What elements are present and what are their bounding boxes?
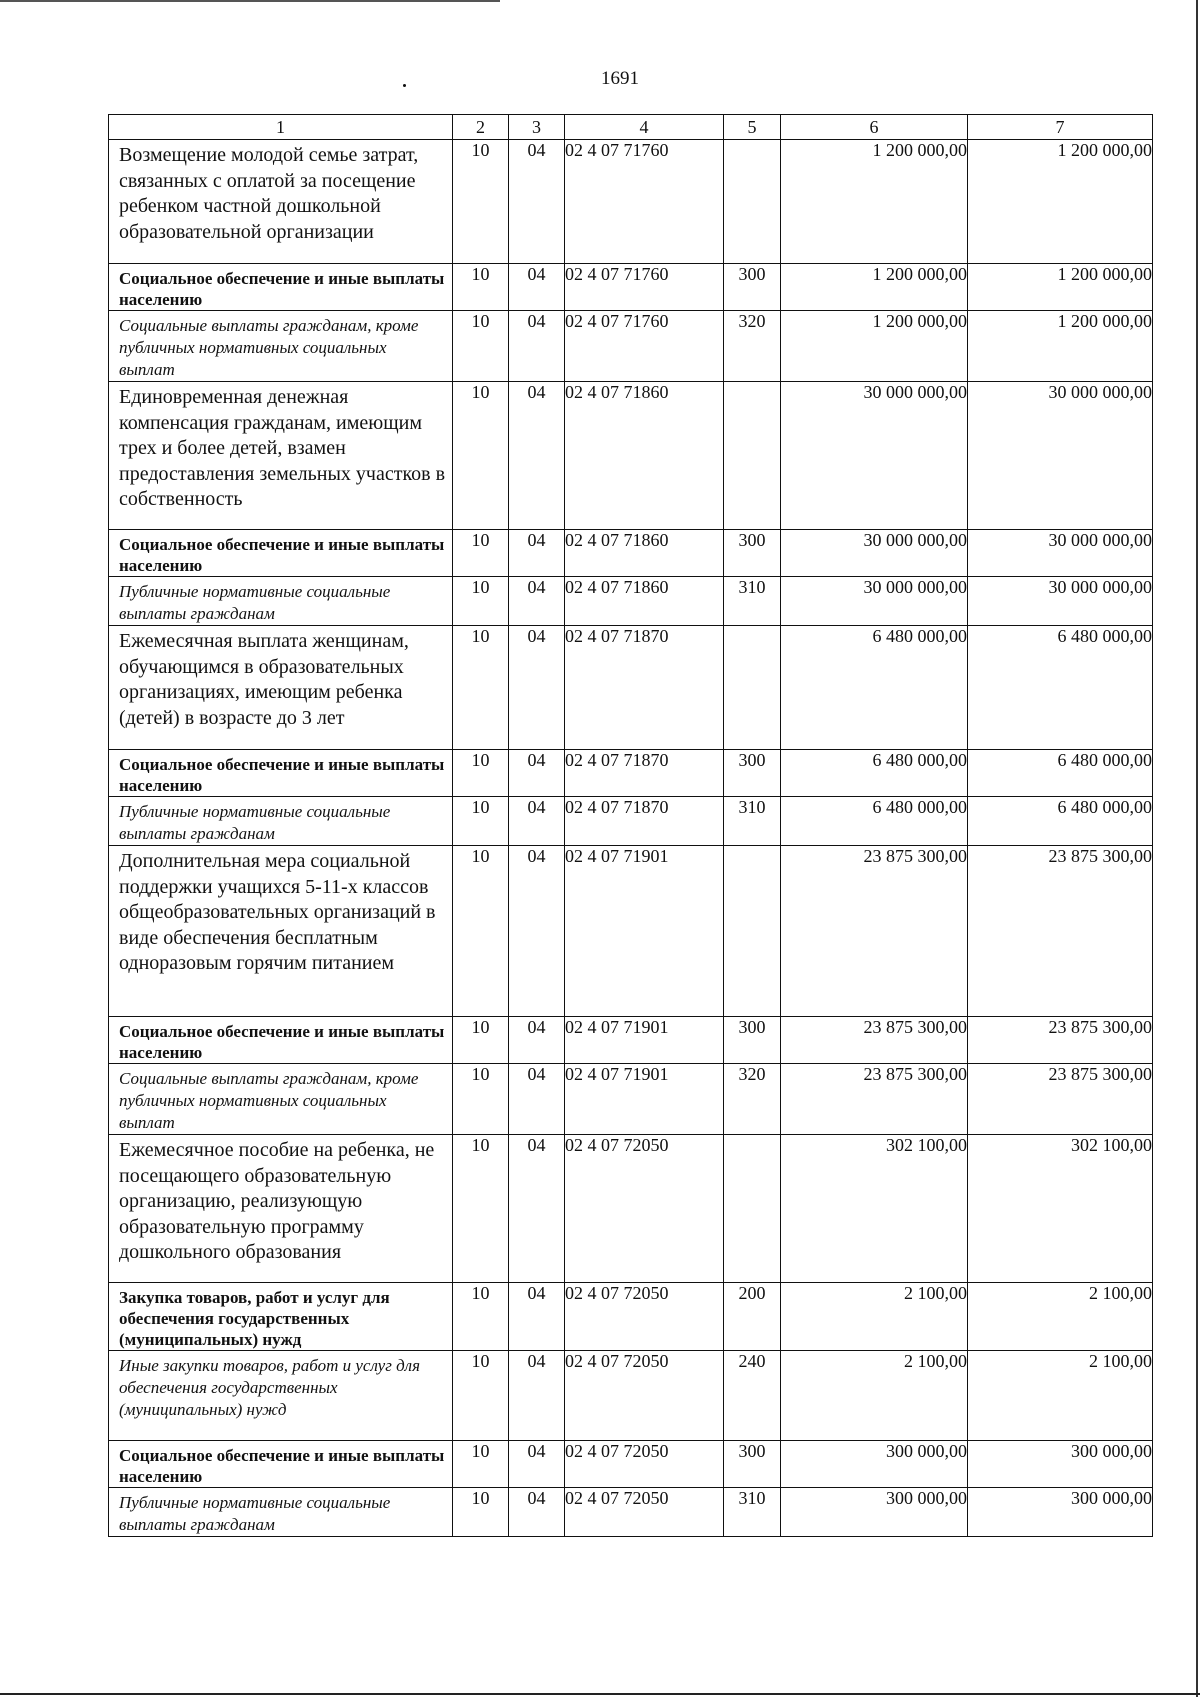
row-target-article: 02 4 07 72050 xyxy=(565,1441,724,1488)
row-section: 10 xyxy=(453,577,509,626)
row-amount-2: 300 000,00 xyxy=(968,1441,1153,1488)
row-amount-2: 23 875 300,00 xyxy=(968,1064,1153,1135)
table-row xyxy=(109,750,1153,797)
row-expense-type: 300 xyxy=(724,750,781,797)
table-row xyxy=(109,1351,1153,1441)
scan-speck xyxy=(403,84,406,87)
row-expense-type xyxy=(724,382,781,530)
row-amount-1: 300 000,00 xyxy=(781,1488,968,1537)
row-amount-1: 23 875 300,00 xyxy=(781,846,968,1017)
row-target-article: 02 4 07 72050 xyxy=(565,1488,724,1537)
row-expense-type: 240 xyxy=(724,1351,781,1441)
row-subsection: 04 xyxy=(509,846,565,1017)
header-row xyxy=(109,115,1153,140)
table-row xyxy=(109,626,1153,750)
row-target-article: 02 4 07 71760 xyxy=(565,140,724,264)
table-header xyxy=(109,115,1153,140)
row-subsection: 04 xyxy=(509,626,565,750)
row-name: Возмещение молодой семье затрат, связанных с оплатой за посещение ребенком частной дошкольной образовательной организации xyxy=(109,140,453,264)
row-subsection: 04 xyxy=(509,1064,565,1135)
row-amount-2: 2 100,00 xyxy=(968,1351,1153,1441)
row-target-article: 02 4 07 71870 xyxy=(565,797,724,846)
row-target-article: 02 4 07 71901 xyxy=(565,1017,724,1064)
row-name: Социальные выплаты гражданам, кроме публичных нормативных социальных выплат xyxy=(109,311,453,382)
header-col-2: 2 xyxy=(453,115,509,140)
row-amount-1: 2 100,00 xyxy=(781,1283,968,1351)
row-subsection: 04 xyxy=(509,750,565,797)
row-target-article: 02 4 07 71870 xyxy=(565,626,724,750)
page-number: 1691 xyxy=(601,68,639,89)
row-subsection: 04 xyxy=(509,382,565,530)
row-expense-type: 320 xyxy=(724,1064,781,1135)
row-subsection: 04 xyxy=(509,577,565,626)
row-subsection: 04 xyxy=(509,140,565,264)
row-subsection: 04 xyxy=(509,1017,565,1064)
row-section: 10 xyxy=(453,797,509,846)
row-subsection: 04 xyxy=(509,530,565,577)
row-target-article: 02 4 07 71760 xyxy=(565,311,724,382)
row-amount-1: 1 200 000,00 xyxy=(781,140,968,264)
row-amount-2: 2 100,00 xyxy=(968,1283,1153,1351)
row-section: 10 xyxy=(453,1135,509,1283)
row-name: Закупка товаров, работ и услуг для обеспечения государственных (муниципальных) нужд xyxy=(109,1283,453,1351)
row-subsection: 04 xyxy=(509,1351,565,1441)
row-expense-type: 310 xyxy=(724,797,781,846)
table-row xyxy=(109,382,1153,530)
row-name: Социальное обеспечение и иные выплаты населению xyxy=(109,1441,453,1488)
header-col-6: 6 xyxy=(781,115,968,140)
row-amount-2: 302 100,00 xyxy=(968,1135,1153,1283)
row-amount-2: 1 200 000,00 xyxy=(968,311,1153,382)
table-row xyxy=(109,1064,1153,1135)
row-section: 10 xyxy=(453,382,509,530)
row-amount-2: 300 000,00 xyxy=(968,1488,1153,1537)
row-target-article: 02 4 07 72050 xyxy=(565,1135,724,1283)
row-section: 10 xyxy=(453,530,509,577)
row-amount-1: 23 875 300,00 xyxy=(781,1017,968,1064)
row-expense-type xyxy=(724,140,781,264)
row-amount-1: 6 480 000,00 xyxy=(781,750,968,797)
row-target-article: 02 4 07 72050 xyxy=(565,1351,724,1441)
row-name: Публичные нормативные социальные выплаты гражданам xyxy=(109,577,453,626)
row-expense-type: 310 xyxy=(724,577,781,626)
row-name: Социальное обеспечение и иные выплаты населению xyxy=(109,530,453,577)
row-amount-1: 2 100,00 xyxy=(781,1351,968,1441)
row-section: 10 xyxy=(453,750,509,797)
row-name: Ежемесячная выплата женщинам, обучающимся в образовательных организациях, имеющим ребенка (детей) в возрасте до 3 лет xyxy=(109,626,453,750)
row-subsection: 04 xyxy=(509,1135,565,1283)
row-section: 10 xyxy=(453,626,509,750)
budget-table xyxy=(108,114,1153,1537)
scan-edge-top xyxy=(0,0,500,2)
scan-edge-right xyxy=(1196,0,1198,1697)
row-amount-2: 6 480 000,00 xyxy=(968,750,1153,797)
row-name: Публичные нормативные социальные выплаты гражданам xyxy=(109,797,453,846)
row-subsection: 04 xyxy=(509,1283,565,1351)
row-name: Публичные нормативные социальные выплаты гражданам xyxy=(109,1488,453,1537)
scan-edge-bottom xyxy=(0,1693,1200,1695)
row-expense-type: 300 xyxy=(724,1441,781,1488)
row-amount-1: 30 000 000,00 xyxy=(781,530,968,577)
row-section: 10 xyxy=(453,1017,509,1064)
row-subsection: 04 xyxy=(509,797,565,846)
row-amount-1: 30 000 000,00 xyxy=(781,382,968,530)
row-target-article: 02 4 07 71860 xyxy=(565,577,724,626)
row-amount-2: 30 000 000,00 xyxy=(968,382,1153,530)
row-target-article: 02 4 07 72050 xyxy=(565,1283,724,1351)
row-name: Социальные выплаты гражданам, кроме публичных нормативных социальных выплат xyxy=(109,1064,453,1135)
row-section: 10 xyxy=(453,1064,509,1135)
row-amount-2: 30 000 000,00 xyxy=(968,530,1153,577)
table-row xyxy=(109,1283,1153,1351)
header-col-4: 4 xyxy=(565,115,724,140)
row-amount-2: 23 875 300,00 xyxy=(968,1017,1153,1064)
table-row xyxy=(109,530,1153,577)
row-section: 10 xyxy=(453,1488,509,1537)
row-name: Социальное обеспечение и иные выплаты населению xyxy=(109,264,453,311)
row-amount-2: 30 000 000,00 xyxy=(968,577,1153,626)
row-target-article: 02 4 07 71870 xyxy=(565,750,724,797)
row-section: 10 xyxy=(453,1283,509,1351)
row-subsection: 04 xyxy=(509,1441,565,1488)
row-subsection: 04 xyxy=(509,264,565,311)
row-amount-2: 1 200 000,00 xyxy=(968,264,1153,311)
row-target-article: 02 4 07 71760 xyxy=(565,264,724,311)
row-amount-2: 6 480 000,00 xyxy=(968,626,1153,750)
row-amount-1: 300 000,00 xyxy=(781,1441,968,1488)
table-row xyxy=(109,1135,1153,1283)
table-row xyxy=(109,1017,1153,1064)
row-amount-1: 30 000 000,00 xyxy=(781,577,968,626)
row-name: Единовременная денежная компенсация гражданам, имеющим трех и более детей, взамен предоставления земельных участков в собственность xyxy=(109,382,453,530)
row-amount-2: 6 480 000,00 xyxy=(968,797,1153,846)
row-section: 10 xyxy=(453,1351,509,1441)
row-expense-type: 320 xyxy=(724,311,781,382)
row-section: 10 xyxy=(453,264,509,311)
table-row xyxy=(109,846,1153,1017)
row-section: 10 xyxy=(453,140,509,264)
table-row xyxy=(109,1441,1153,1488)
row-amount-1: 6 480 000,00 xyxy=(781,626,968,750)
row-subsection: 04 xyxy=(509,1488,565,1537)
header-col-1: 1 xyxy=(109,115,453,140)
row-name: Ежемесячное пособие на ребенка, не посещающего образовательную организацию, реализующую образовательную программу дошкольного образования xyxy=(109,1135,453,1283)
table-body xyxy=(109,140,1153,1537)
row-amount-2: 1 200 000,00 xyxy=(968,140,1153,264)
row-name: Социальное обеспечение и иные выплаты населению xyxy=(109,1017,453,1064)
row-amount-1: 6 480 000,00 xyxy=(781,797,968,846)
row-expense-type: 310 xyxy=(724,1488,781,1537)
row-amount-1: 1 200 000,00 xyxy=(781,311,968,382)
row-amount-2: 23 875 300,00 xyxy=(968,846,1153,1017)
row-expense-type xyxy=(724,1135,781,1283)
row-expense-type xyxy=(724,846,781,1017)
row-amount-1: 1 200 000,00 xyxy=(781,264,968,311)
header-col-7: 7 xyxy=(968,115,1153,140)
header-col-3: 3 xyxy=(509,115,565,140)
table-row xyxy=(109,264,1153,311)
row-expense-type xyxy=(724,626,781,750)
row-target-article: 02 4 07 71860 xyxy=(565,530,724,577)
header-col-5: 5 xyxy=(724,115,781,140)
row-subsection: 04 xyxy=(509,311,565,382)
row-section: 10 xyxy=(453,846,509,1017)
row-name: Дополнительная мера социальной поддержки учащихся 5-11-х классов общеобразовательных организаций в виде обеспечения бесплатным одноразовым горячим питанием xyxy=(109,846,453,1017)
row-target-article: 02 4 07 71901 xyxy=(565,1064,724,1135)
row-target-article: 02 4 07 71901 xyxy=(565,846,724,1017)
row-name: Иные закупки товаров, работ и услуг для обеспечения государственных (муниципальных) нужд xyxy=(109,1351,453,1441)
table-row xyxy=(109,1488,1153,1537)
table-row xyxy=(109,797,1153,846)
row-expense-type: 300 xyxy=(724,530,781,577)
row-name: Социальное обеспечение и иные выплаты населению xyxy=(109,750,453,797)
row-section: 10 xyxy=(453,1441,509,1488)
row-amount-1: 302 100,00 xyxy=(781,1135,968,1283)
row-section: 10 xyxy=(453,311,509,382)
row-target-article: 02 4 07 71860 xyxy=(565,382,724,530)
table-row xyxy=(109,577,1153,626)
table-row xyxy=(109,311,1153,382)
row-expense-type: 300 xyxy=(724,264,781,311)
row-expense-type: 200 xyxy=(724,1283,781,1351)
table-row xyxy=(109,140,1153,264)
row-amount-1: 23 875 300,00 xyxy=(781,1064,968,1135)
row-expense-type: 300 xyxy=(724,1017,781,1064)
